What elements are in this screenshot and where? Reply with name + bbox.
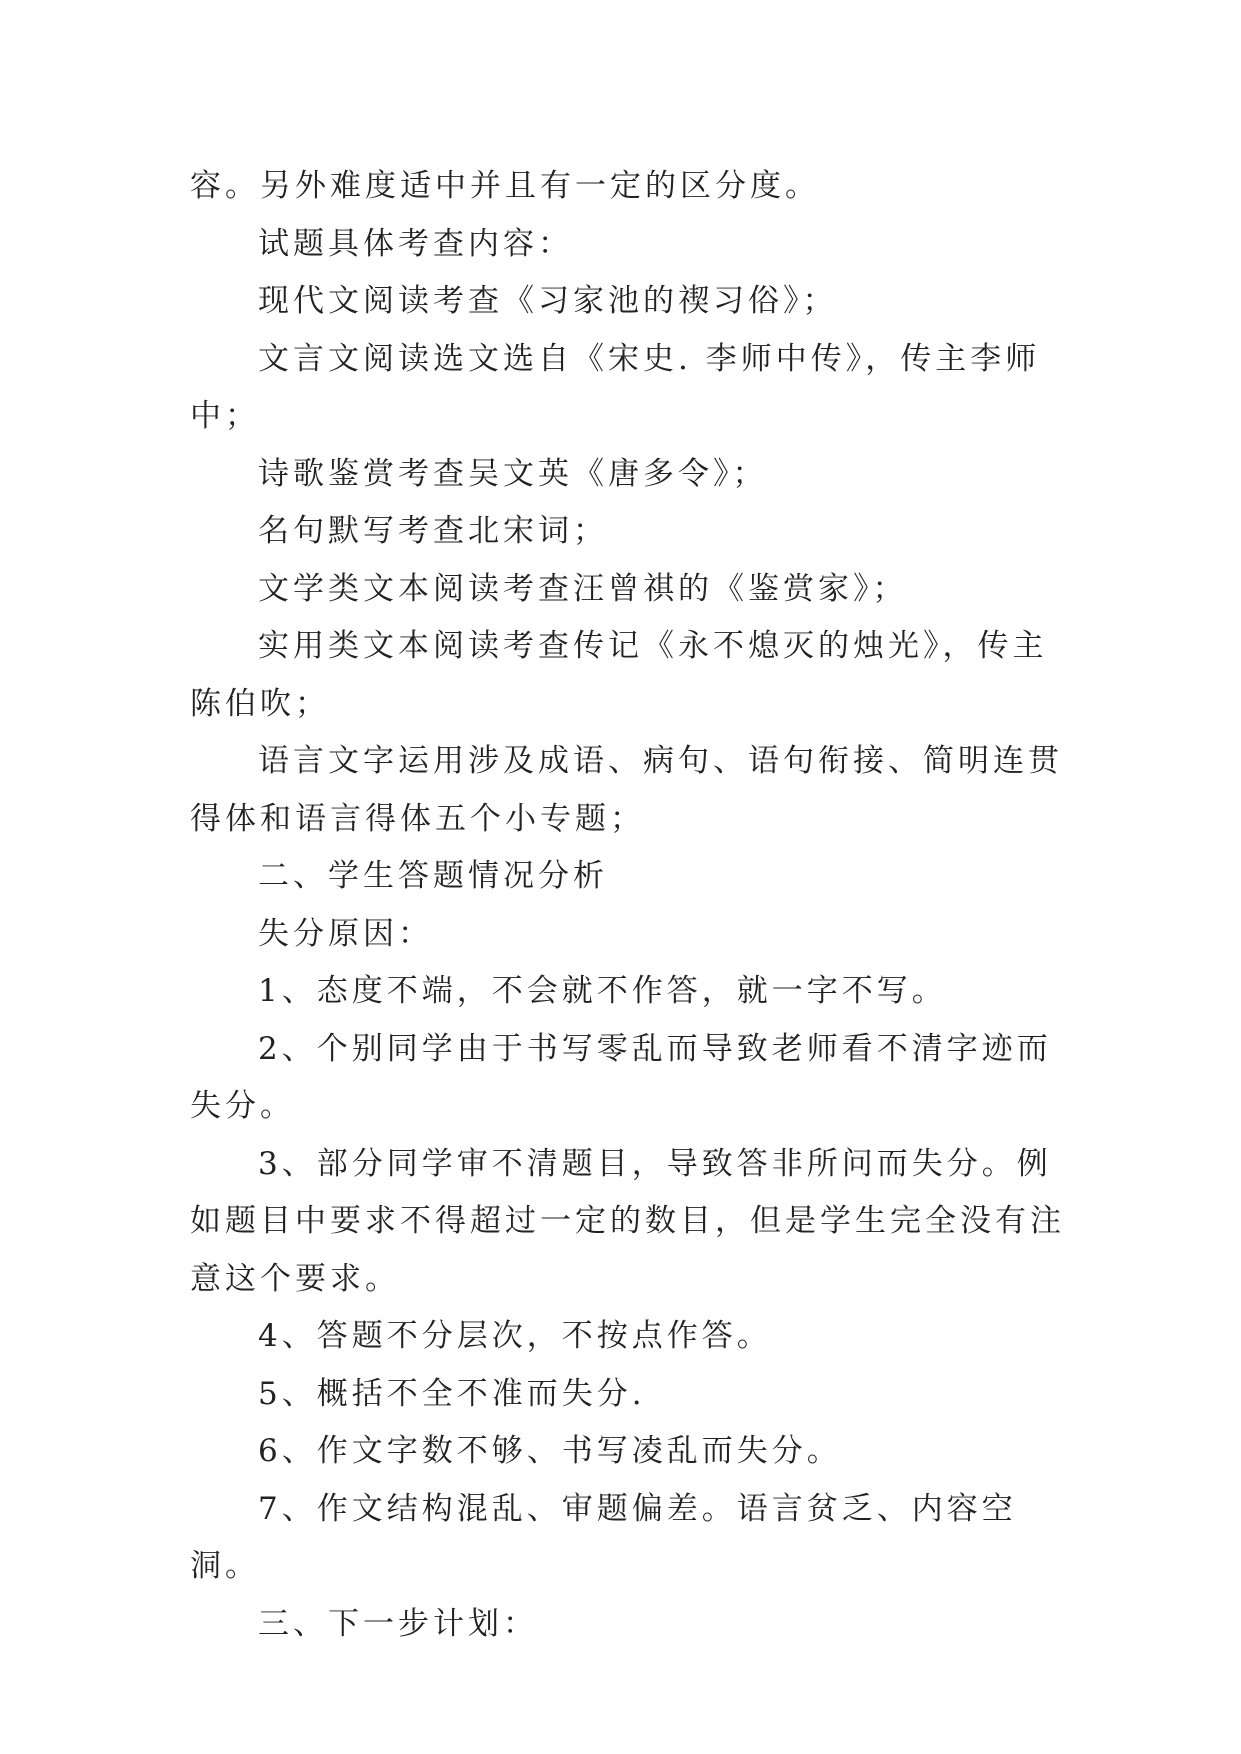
paragraph-loss-reasons-heading: 失分原因： — [258, 915, 433, 952]
list-item-2: 2、个别同学由于书写零乱而导致老师看不清字迹而失分。 — [190, 1030, 1052, 1124]
list-item-6: 6、作文字数不够、书写凌乱而失分。 — [258, 1433, 842, 1469]
section-heading-next-plan: 三、下一步计划： — [258, 1605, 538, 1642]
paragraph-literary-text: 文学类文本阅读考查汪曾祺的《鉴赏家》； — [258, 570, 908, 607]
paragraph-poetry-appreciation: 诗歌鉴赏考查吴文英《唐多令》； — [258, 455, 768, 492]
list-item-4: 4、答题不分层次，不按点作答。 — [258, 1318, 772, 1354]
list-item-7: 7、作文结构混乱、审题偏差。语言贫乏、内容空洞。 — [190, 1490, 1017, 1584]
paragraph-modern-reading: 现代文阅读考查《习家池的禊习俗》； — [258, 283, 838, 319]
paragraph-practical-text: 实用类文本阅读考查传记《永不熄灭的烛光》，传主陈伯吹； — [190, 628, 1048, 722]
paragraph-classical-reading: 文言文阅读选文选自《宋史. 李师中传》，传主李师中； — [190, 340, 1041, 434]
document-body — [190, 158, 1070, 1653]
list-item-5: 5、概括不全不准而失分. — [258, 1375, 646, 1412]
paragraph-exam-content-heading: 试题具体考查内容： — [258, 225, 573, 262]
paragraph-language-use: 语言文字运用涉及成语、病句、语句衔接、简明连贯得体和语言得体五个小专题； — [190, 743, 1063, 837]
section-heading-answer-analysis: 二、学生答题情况分析 — [258, 858, 608, 894]
list-item-1: 1、态度不端，不会就不作答，就一字不写。 — [258, 973, 947, 1009]
paragraph-famous-lines: 名句默写考查北宋词； — [258, 513, 608, 549]
paragraph-continuation: 容。另外难度适中并且有一定的区分度。 — [190, 168, 820, 204]
list-item-3: 3、部分同学审不清题目，导致答非所问而失分。例如题目中要求不得超过一定的数目，但是学生完全没有注意这个要求。 — [190, 1145, 1065, 1297]
